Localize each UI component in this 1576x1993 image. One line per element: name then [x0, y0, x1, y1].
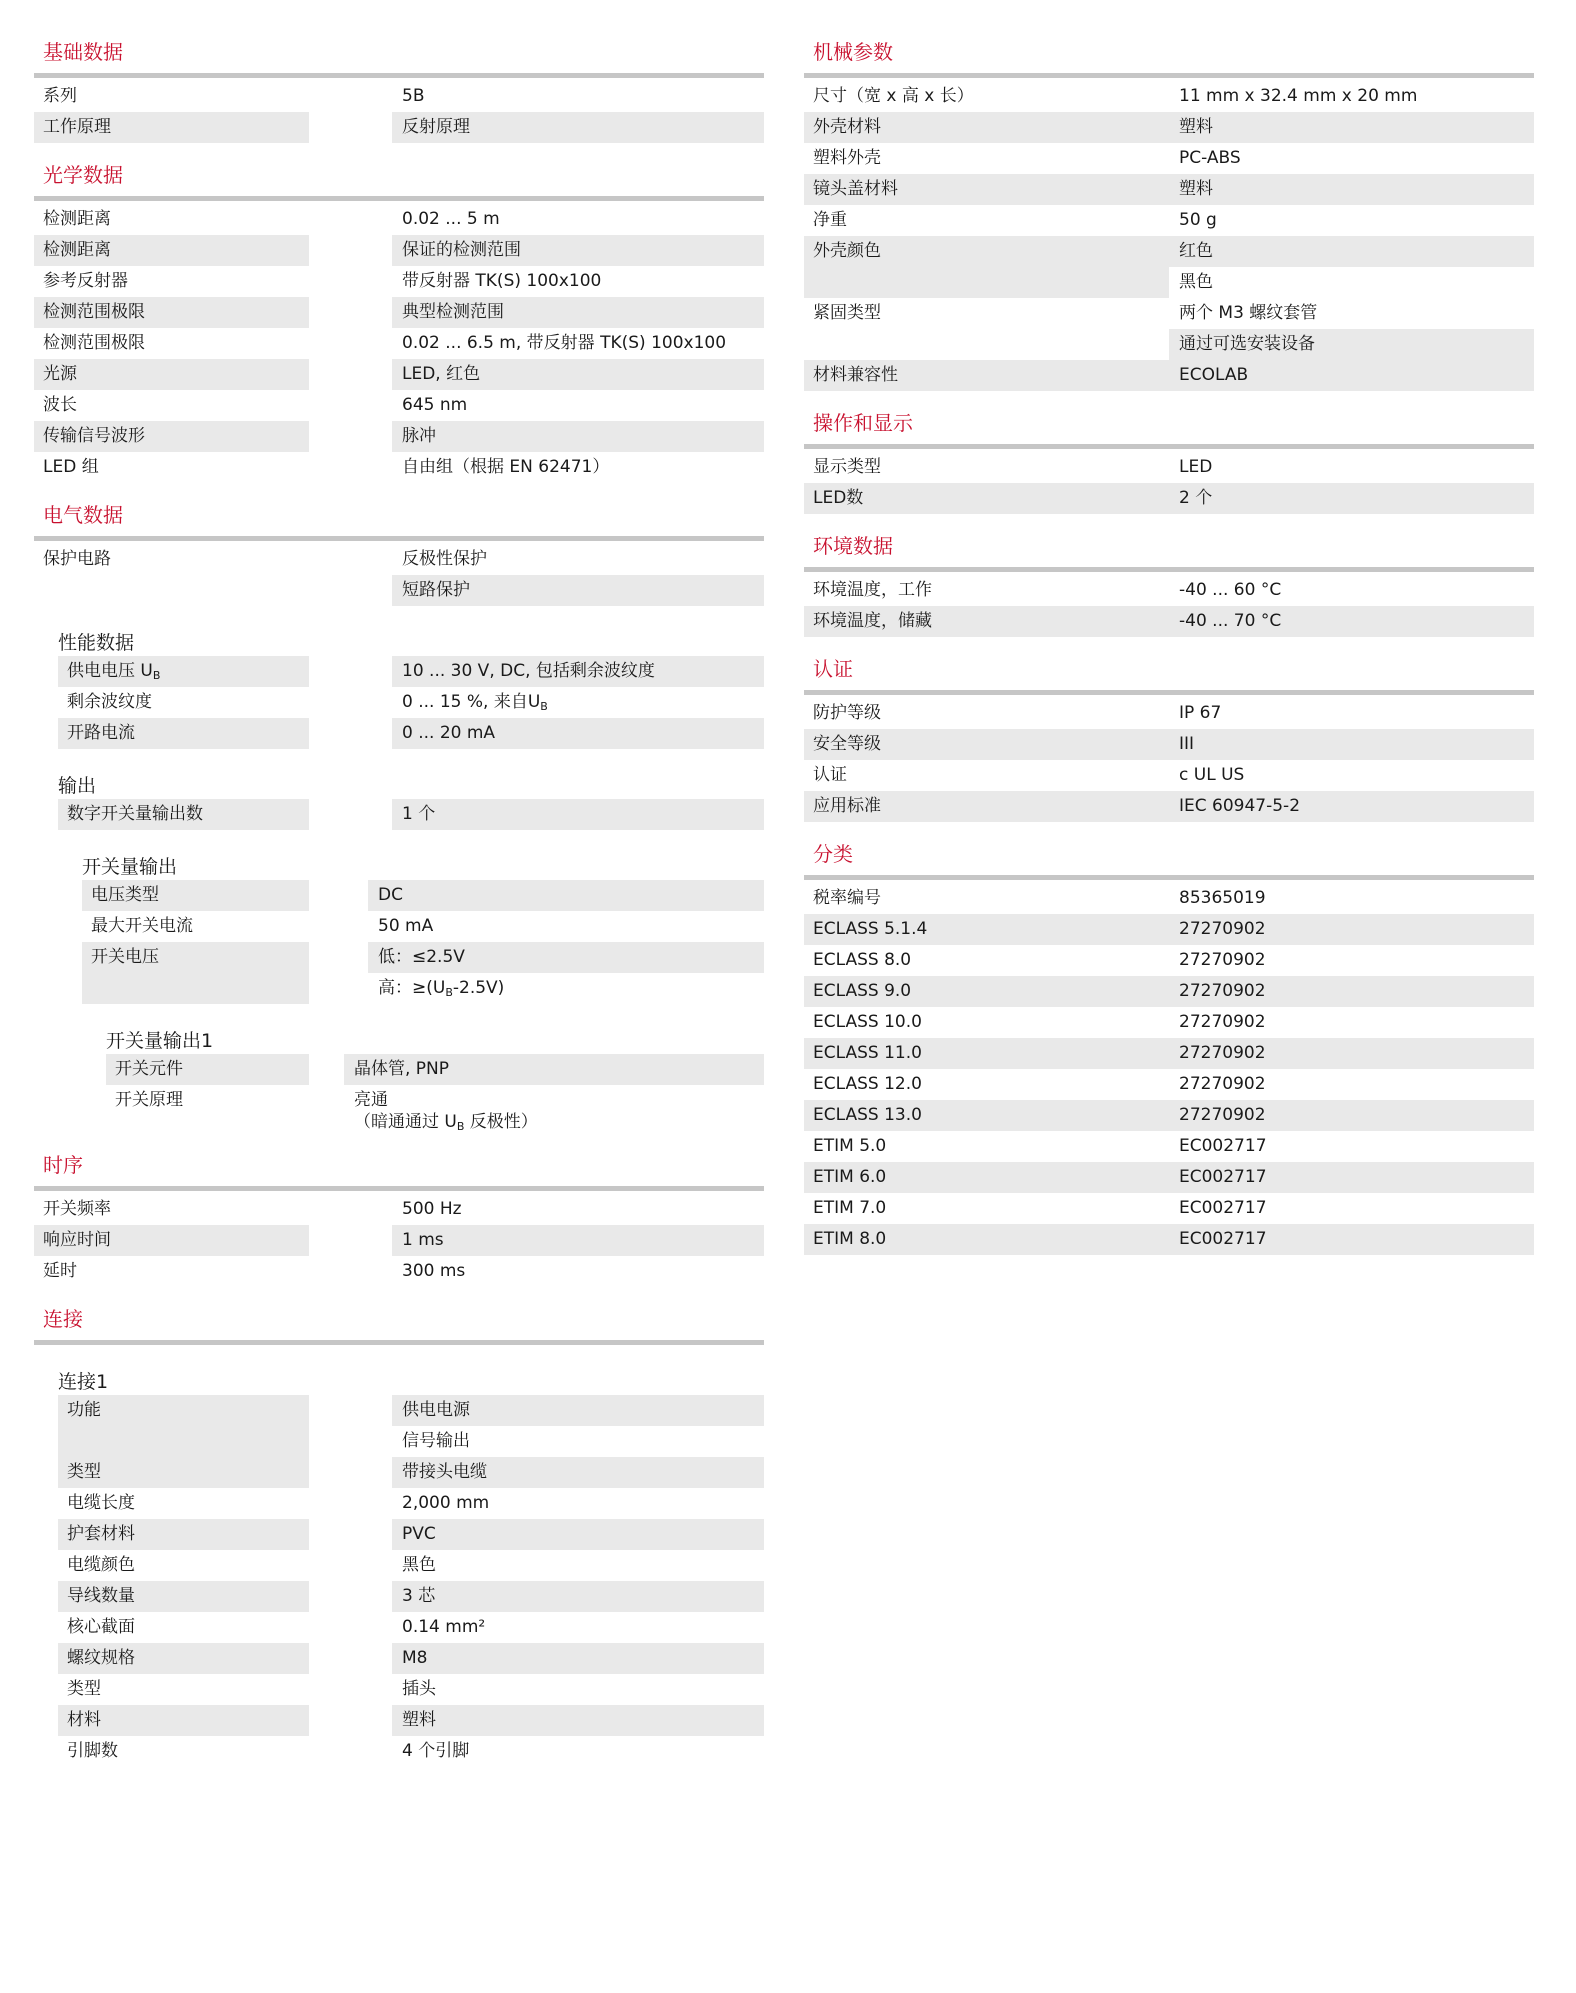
row-label: 环境温度，储藏	[804, 606, 1169, 637]
row-value: 信号输出	[402, 1431, 470, 1451]
row-value: EC002717	[1179, 1198, 1267, 1218]
row-value: 10 ... 30 V, DC, 包括剩余波纹度	[392, 656, 764, 687]
table-optical	[34, 204, 764, 483]
row-value: 亮通 （暗通通过 $U_B$ 反极性）	[354, 1090, 538, 1133]
table-row	[58, 1643, 764, 1674]
table-row	[804, 452, 1534, 483]
table-row	[82, 880, 764, 911]
row-value: -40 ... 70 °C	[1169, 606, 1534, 637]
row-label: LED数	[804, 483, 1169, 514]
row-label-empty	[804, 329, 1169, 360]
row-value: 1 个	[392, 799, 764, 830]
row-value: 2 个	[1169, 483, 1534, 514]
row-label: ECLASS 12.0	[813, 1074, 922, 1094]
row-value: 保证的检测范围	[392, 235, 764, 266]
row-label: 类型	[67, 1679, 101, 1699]
row-label: 认证	[813, 765, 847, 785]
row-label: 最大开关电流	[91, 916, 193, 936]
table-row	[34, 328, 764, 359]
row-value: 3 芯	[392, 1581, 764, 1612]
row-value: 27270902	[1179, 950, 1266, 970]
row-label: 外壳材料	[804, 112, 1169, 143]
table-protection	[34, 544, 764, 606]
subsection-title-switching1: 开关量输出1	[106, 1030, 214, 1052]
row-value: 645 nm	[402, 395, 468, 415]
table-row	[58, 718, 764, 749]
row-value: 塑料	[1169, 174, 1534, 205]
section-title-timing: 时序	[43, 1153, 83, 1177]
row-value: 低：≤2.5V	[368, 942, 764, 973]
row-value: 带接头电缆	[392, 1457, 764, 1488]
row-value: 27270902	[1179, 1074, 1266, 1094]
row-value: 黑色	[1179, 272, 1213, 292]
row-value: 短路保护	[392, 575, 764, 606]
row-label: 检测范围极限	[34, 297, 309, 328]
row-value: 1 ms	[392, 1225, 764, 1256]
section-divider	[804, 567, 1534, 572]
row-value: 红色	[1169, 236, 1534, 267]
row-value: -40 ... 60 °C	[1179, 580, 1282, 600]
table-row	[34, 1225, 764, 1256]
row-value: 50 mA	[378, 916, 434, 936]
row-value: 高：$\ge(U_B-2.5V)$	[378, 978, 505, 999]
row-value: 通过可选安装设备	[1169, 329, 1534, 360]
row-value: 典型检测范围	[392, 297, 764, 328]
section-divider	[804, 690, 1534, 695]
row-label: 开关原理	[115, 1090, 183, 1110]
row-value: 脉冲	[392, 421, 764, 452]
row-value: 11 mm x 32.4 mm x 20 mm	[1179, 86, 1418, 106]
table-row	[804, 791, 1534, 822]
table-row	[82, 973, 764, 1004]
table-connection1	[58, 1395, 764, 1457]
table-row	[804, 236, 1534, 267]
row-label: 参考反射器	[43, 271, 128, 291]
row-label: 类型	[58, 1457, 309, 1488]
row-value: EC002717	[1169, 1224, 1534, 1255]
subsection-title-connection1: 连接1	[58, 1371, 109, 1393]
table-switching	[82, 880, 764, 1004]
row-label: 螺纹规格	[58, 1643, 309, 1674]
table-row	[34, 452, 764, 483]
row-label: 税率编号	[813, 888, 881, 908]
row-value: 插头	[402, 1679, 436, 1699]
row-value: 27270902	[1169, 1038, 1534, 1069]
section-title-operation: 操作和显示	[813, 411, 913, 435]
table-row	[58, 1488, 764, 1519]
section-divider	[34, 196, 764, 201]
table-row	[34, 1256, 764, 1287]
row-label: 应用标准	[804, 791, 1169, 822]
row-value: 0 ... 15 %, 来自$U_B$	[402, 692, 548, 713]
row-label: 净重	[813, 210, 847, 230]
table-environment	[804, 575, 1534, 637]
row-label-empty	[58, 1426, 309, 1457]
row-value: PC-ABS	[1179, 148, 1241, 168]
row-label: 引脚数	[67, 1741, 118, 1761]
table-row	[804, 81, 1534, 112]
section-divider	[34, 73, 764, 78]
table-row	[58, 687, 764, 718]
table-row	[804, 143, 1534, 174]
table-classification	[804, 883, 1534, 1255]
row-value: 反极性保护	[402, 549, 487, 569]
table-row	[804, 945, 1534, 976]
table-row	[804, 883, 1534, 914]
table-performance	[58, 656, 764, 749]
table-mechanical-extra	[804, 236, 1534, 391]
table-row	[106, 1054, 764, 1085]
row-label: 电缆颜色	[67, 1555, 135, 1575]
table-row	[804, 1069, 1534, 1100]
row-label: 电缆长度	[67, 1493, 135, 1513]
table-row	[804, 606, 1534, 637]
row-label: ECLASS 10.0	[813, 1012, 922, 1032]
row-label: 镜头盖材料	[804, 174, 1169, 205]
row-value: ECOLAB	[1169, 360, 1534, 391]
left-column	[34, 38, 764, 1767]
row-label: 核心截面	[67, 1617, 135, 1637]
section-title-mechanical: 机械参数	[813, 40, 893, 64]
table-row	[804, 483, 1534, 514]
table-row	[804, 1038, 1534, 1069]
row-label: 环境温度，工作	[813, 580, 932, 600]
row-value: 塑料	[1169, 112, 1534, 143]
row-label: ETIM 6.0	[804, 1162, 1169, 1193]
row-value: IP 67	[1179, 703, 1222, 723]
section-title-environment: 环境数据	[813, 534, 893, 558]
table-basic	[34, 81, 764, 143]
table-row	[82, 911, 764, 942]
section-divider	[804, 875, 1534, 880]
row-value: LED, 红色	[392, 359, 764, 390]
row-label: 传输信号波形	[34, 421, 309, 452]
table-row	[804, 360, 1534, 391]
row-label: 工作原理	[34, 112, 309, 143]
row-label: 检测范围极限	[43, 333, 145, 353]
table-row	[106, 1085, 764, 1133]
row-label: ETIM 5.0	[813, 1136, 887, 1156]
row-label: 剩余波纹度	[67, 692, 152, 712]
row-value: 27270902	[1179, 1012, 1266, 1032]
table-row	[804, 329, 1534, 360]
row-label: 塑料外壳	[813, 148, 881, 168]
row-label: 延时	[43, 1261, 77, 1281]
row-label: 光源	[34, 359, 309, 390]
row-value: 27270902	[1169, 914, 1534, 945]
table-row	[58, 1519, 764, 1550]
row-value: EC002717	[1179, 1136, 1267, 1156]
row-value: III	[1169, 729, 1534, 760]
section-title-optical: 光学数据	[43, 163, 123, 187]
row-label: 安全等级	[804, 729, 1169, 760]
row-label: ECLASS 5.1.4	[804, 914, 1169, 945]
table-row	[34, 297, 764, 328]
row-label-empty	[34, 575, 309, 606]
row-label: ETIM 7.0	[813, 1198, 887, 1218]
row-label: 显示类型	[813, 457, 881, 477]
table-row	[804, 298, 1534, 329]
table-row	[804, 575, 1534, 606]
row-value: 黑色	[402, 1555, 436, 1575]
section-divider	[34, 536, 764, 541]
row-label: LED 组	[43, 457, 99, 477]
table-row	[804, 1007, 1534, 1038]
row-label-empty	[804, 267, 1169, 298]
row-value: 5B	[402, 86, 425, 106]
row-value: 27270902	[1169, 976, 1534, 1007]
row-label: ETIM 8.0	[804, 1224, 1169, 1255]
table-row	[58, 1550, 764, 1581]
row-label: 护套材料	[58, 1519, 309, 1550]
table-row	[58, 799, 764, 830]
table-row	[58, 1426, 764, 1457]
table-row	[34, 204, 764, 235]
section-divider	[804, 73, 1534, 78]
row-label: 供电电压 $U_B$	[58, 656, 309, 687]
table-row	[58, 1581, 764, 1612]
table-row	[804, 1224, 1534, 1255]
table-row	[34, 390, 764, 421]
table-row	[34, 235, 764, 266]
table-row	[82, 942, 764, 973]
table-row	[804, 914, 1534, 945]
table-row	[804, 698, 1534, 729]
table-row	[58, 1705, 764, 1736]
row-label: 功能	[58, 1395, 309, 1426]
row-value: M8	[392, 1643, 764, 1674]
table-row	[58, 656, 764, 687]
row-label: 开路电流	[58, 718, 309, 749]
row-label: ECLASS 8.0	[813, 950, 912, 970]
table-output	[58, 799, 764, 830]
table-row	[804, 112, 1534, 143]
row-value: 85365019	[1179, 888, 1266, 908]
row-label: 导线数量	[58, 1581, 309, 1612]
row-value: 27270902	[1169, 1100, 1534, 1131]
row-value: 带反射器 TK(S) 100x100	[402, 271, 602, 291]
row-label: 开关电压	[82, 942, 309, 973]
row-value: 反射原理	[392, 112, 764, 143]
section-title-classification: 分类	[813, 842, 853, 866]
table-row	[804, 1131, 1534, 1162]
section-divider	[34, 1340, 764, 1345]
row-value: 0.02 ... 5 m	[402, 209, 500, 229]
table-row	[34, 359, 764, 390]
row-label: 数字开关量输出数	[58, 799, 309, 830]
table-certification	[804, 698, 1534, 822]
row-value: 50 g	[1179, 210, 1217, 230]
row-value: 0.14 mm²	[402, 1617, 486, 1637]
row-value: 0 ... 20 mA	[392, 718, 764, 749]
row-value: 2,000 mm	[402, 1493, 490, 1513]
table-switching1	[106, 1054, 764, 1133]
table-row	[58, 1674, 764, 1705]
row-label: 防护等级	[813, 703, 881, 723]
row-value: 自由组（根据 EN 62471）	[402, 457, 610, 477]
row-label: 保护电路	[43, 549, 111, 569]
row-value: 塑料	[392, 1705, 764, 1736]
table-row	[34, 1194, 764, 1225]
table-mechanical	[804, 81, 1534, 236]
table-row	[34, 575, 764, 606]
row-value: LED	[1179, 457, 1213, 477]
table-row	[804, 267, 1534, 298]
table-row	[58, 1457, 764, 1488]
table-row	[34, 266, 764, 297]
table-row	[804, 174, 1534, 205]
section-title-electrical: 电气数据	[43, 503, 123, 527]
row-label: ECLASS 11.0	[804, 1038, 1169, 1069]
section-title-connection: 连接	[43, 1307, 83, 1331]
row-value: 两个 M3 螺纹套管	[1179, 303, 1318, 323]
row-value: 300 ms	[402, 1261, 466, 1281]
table-row	[58, 1736, 764, 1767]
row-value: IEC 60947-5-2	[1169, 791, 1534, 822]
row-label: 电压类型	[82, 880, 309, 911]
table-operation	[804, 452, 1534, 514]
table-row	[804, 1100, 1534, 1131]
table-row	[804, 1193, 1534, 1224]
row-label: 尺寸（宽 x 高 x 长）	[813, 86, 974, 106]
table-row	[804, 976, 1534, 1007]
table-row	[34, 81, 764, 112]
row-value: 0.02 ... 6.5 m, 带反射器 TK(S) 100x100	[402, 333, 727, 353]
row-value: 500 Hz	[402, 1199, 462, 1219]
row-value: 4 个引脚	[402, 1741, 470, 1761]
row-label: 材料兼容性	[804, 360, 1169, 391]
row-value: PVC	[392, 1519, 764, 1550]
table-row	[58, 1395, 764, 1426]
subsection-title-switching: 开关量输出	[82, 856, 178, 878]
table-row	[804, 1162, 1534, 1193]
section-title-basic: 基础数据	[43, 40, 123, 64]
row-label: 检测距离	[34, 235, 309, 266]
section-divider	[34, 1186, 764, 1191]
row-value: DC	[368, 880, 764, 911]
row-label: 响应时间	[34, 1225, 309, 1256]
subsection-title-performance: 性能数据	[58, 632, 135, 654]
table-row	[34, 421, 764, 452]
row-label: 检测距离	[43, 209, 111, 229]
table-timing	[34, 1194, 764, 1287]
table-row	[34, 112, 764, 143]
row-label: ECLASS 13.0	[804, 1100, 1169, 1131]
row-label: 开关元件	[106, 1054, 309, 1085]
row-label: 材料	[58, 1705, 309, 1736]
row-label: 外壳颜色	[804, 236, 1169, 267]
right-column	[804, 38, 1534, 1255]
table-row	[804, 729, 1534, 760]
table-row	[34, 544, 764, 575]
row-label: 紧固类型	[813, 303, 881, 323]
row-label: 系列	[43, 86, 77, 106]
row-value: c UL US	[1179, 765, 1245, 785]
row-value: EC002717	[1169, 1162, 1534, 1193]
row-value: 供电电源	[392, 1395, 764, 1426]
subsection-title-output: 输出	[58, 775, 97, 797]
section-title-certification: 认证	[813, 657, 853, 681]
row-label: 开关频率	[43, 1199, 111, 1219]
row-value: 晶体管, PNP	[344, 1054, 764, 1085]
table-row	[804, 205, 1534, 236]
table-row	[58, 1612, 764, 1643]
table-row	[804, 760, 1534, 791]
section-divider	[804, 444, 1534, 449]
table-connection1-rows	[58, 1457, 764, 1767]
row-label-empty	[82, 973, 309, 1004]
row-label: 波长	[43, 395, 77, 415]
row-label: ECLASS 9.0	[804, 976, 1169, 1007]
